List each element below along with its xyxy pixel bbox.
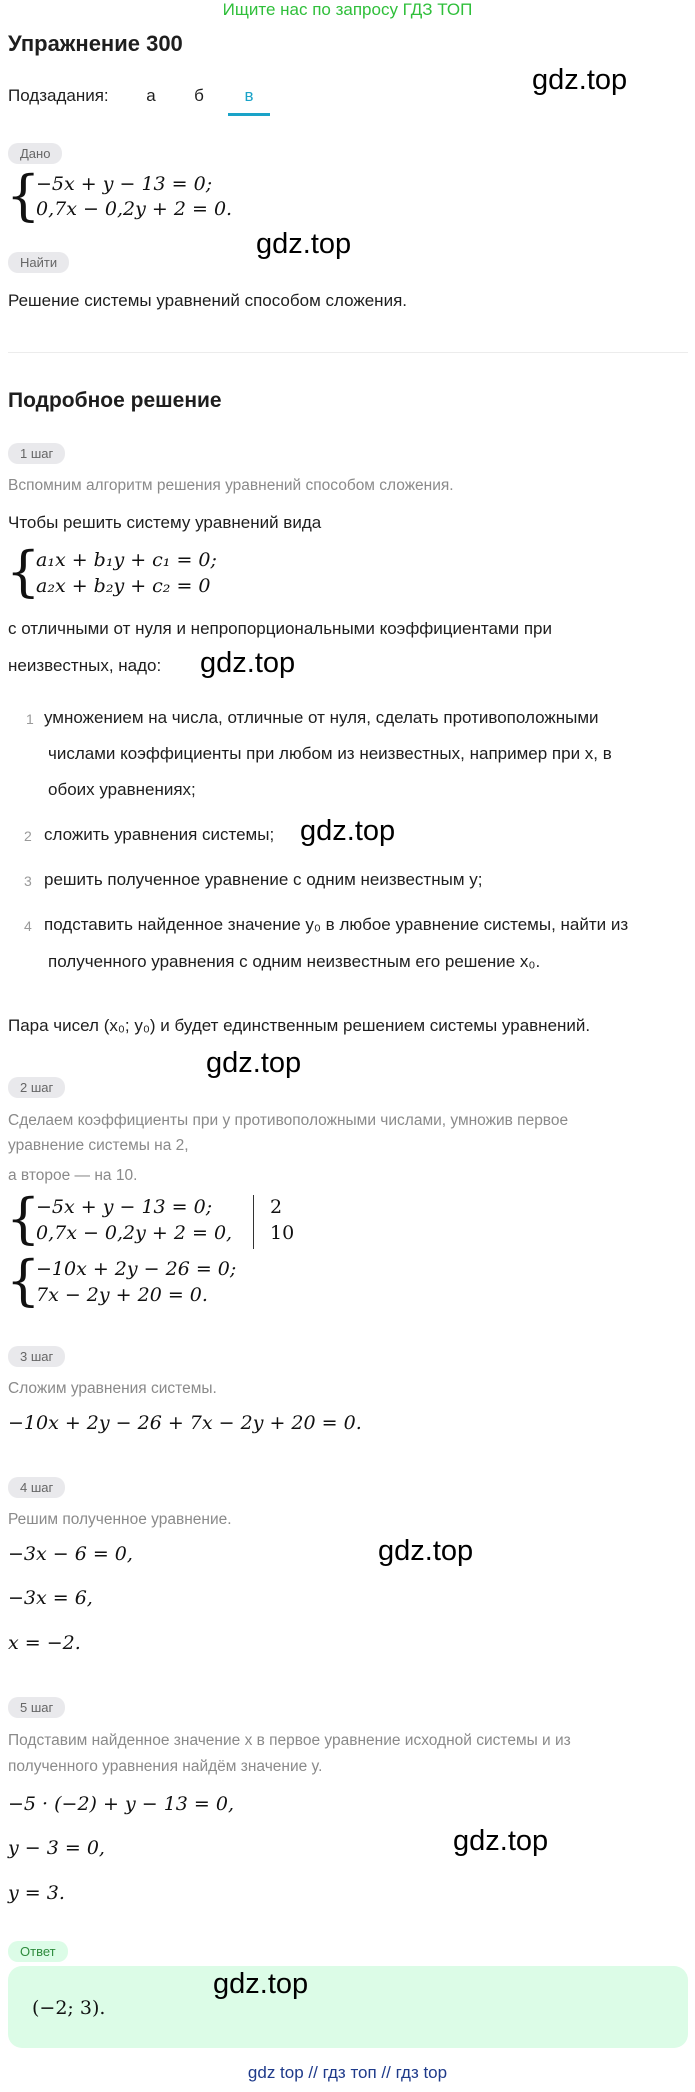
given-eq-1: −5x + y − 13 = 0;: [36, 173, 213, 195]
top-banner: Ищите нас по запросу ГДЗ ТОП: [222, 0, 473, 19]
step-4-eq-1: −3x − 6 = 0,: [8, 1543, 133, 1565]
system-scaled-eq-2: 7x − 2y + 20 = 0.: [36, 1284, 208, 1306]
system-original-eq-2: 0,7x − 0,2y + 2 = 0,: [36, 1222, 233, 1244]
find-chip: Найти: [8, 252, 69, 273]
step-3-chip: 3 шаг: [8, 1346, 65, 1367]
watermark: gdz.top: [200, 647, 296, 679]
list-number: 4: [24, 918, 32, 934]
subtasks-label: Подзадания:: [8, 86, 109, 105]
multiplier-2: 10: [270, 1222, 295, 1244]
step-5-hint-1: Подставим найденное значение x в первое уравнение исходной системы и из: [8, 1732, 571, 1749]
step-1-chip: 1 шаг: [8, 443, 65, 464]
given-chip: Дано: [8, 143, 62, 164]
tab-v[interactable]: в: [244, 86, 254, 105]
condition-line-1: с отличными от нуля и непропорциональными коэффициентами при: [8, 619, 552, 638]
step-4-chip: 4 шаг: [8, 1477, 65, 1498]
list-item-1-line-2: числами коэффициенты при любом из неизвестных, например при x, в: [48, 744, 612, 763]
list-item-4-line-2: полученного уравнения с одним неизвестным его решение x₀.: [48, 952, 541, 971]
step-1-intro: Чтобы решить систему уравнений вида: [8, 513, 322, 532]
answer-box: [8, 1966, 688, 2048]
watermark: gdz.top: [206, 1047, 302, 1079]
system-general-eq-1: a₁x + b₁y + c₁ = 0;: [36, 549, 217, 571]
list-item-1-line-1: умножением на числа, отличные от нуля, сделать противоположными: [44, 708, 599, 727]
answer-value: (−2; 3).: [32, 1997, 106, 2019]
step-5-eq-1: −5 · (−2) + y − 13 = 0,: [8, 1793, 234, 1815]
watermark: gdz.top: [378, 1535, 474, 1567]
system-scaled-eq-1: −10x + 2y − 26 = 0;: [36, 1258, 237, 1280]
watermark: gdz.top: [300, 815, 396, 847]
multiplier-1: 2: [270, 1196, 283, 1218]
brace-icon: {: [6, 164, 41, 227]
step-2-hint-1: Сделаем коэффициенты при y противоположными числами, умножив первое: [8, 1112, 569, 1129]
active-tab-indicator: [228, 113, 270, 116]
step-1-conclusion: Пара чисел (x₀; y₀) и будет единственным решением системы уравнений.: [8, 1016, 591, 1035]
step-2-chip: 2 шаг: [8, 1077, 65, 1098]
step-5-chip: 5 шаг: [8, 1697, 65, 1718]
step-5-eq-2: y − 3 = 0,: [8, 1837, 105, 1859]
step-2-hint-2: уравнение системы на 2,: [8, 1137, 189, 1154]
tab-b[interactable]: б: [194, 86, 204, 105]
list-item-1-line-3: обоих уравнениях;: [48, 780, 196, 799]
step-1-hint: Вспомним алгоритм решения уравнений способом сложения.: [8, 477, 454, 494]
page-title: Упражнение 300: [8, 31, 183, 56]
system-general-eq-2: a₂x + b₂y + c₂ = 0: [36, 575, 211, 597]
list-item-4-line-1: подставить найденное значение y₀ в любое уравнение системы, найти из: [44, 915, 629, 934]
step-4-eq-2: −3x = 6,: [8, 1587, 93, 1609]
list-number: 3: [24, 873, 32, 889]
divider: [8, 352, 688, 353]
tab-a[interactable]: а: [146, 86, 156, 105]
brace-icon: {: [6, 1249, 41, 1312]
brace-icon: {: [6, 540, 41, 603]
watermark: gdz.top: [532, 64, 628, 96]
given-eq-2: 0,7x − 0,2y + 2 = 0.: [36, 198, 233, 220]
step-4-hint: Решим полученное уравнение.: [8, 1511, 232, 1528]
solution-heading: Подробное решение: [8, 389, 222, 412]
footer-links[interactable]: gdz top // гдз топ // гдз top: [247, 2063, 448, 2082]
multiplier-divider: [253, 1195, 254, 1249]
list-number: 2: [24, 828, 32, 844]
watermark: gdz.top: [256, 228, 352, 260]
step-2-hint-3: а второе — на 10.: [8, 1167, 138, 1184]
list-item-2: сложить уравнения системы;: [44, 825, 275, 844]
watermark: gdz.top: [213, 1968, 309, 2000]
step-3-equation: −10x + 2y − 26 + 7x − 2y + 20 = 0.: [8, 1412, 362, 1434]
condition-line-2: неизвестных, надо:: [8, 656, 162, 675]
list-item-3: решить полученное уравнение с одним неизвестным y;: [44, 870, 483, 889]
step-5-eq-3: y = 3.: [8, 1882, 65, 1904]
step-4-eq-3: x = −2.: [8, 1632, 81, 1654]
list-number: 1: [26, 711, 34, 727]
find-text: Решение системы уравнений способом сложения.: [8, 291, 407, 310]
step-5-hint-2: полученного уравнения найдём значение y.: [8, 1758, 323, 1775]
answer-chip: Ответ: [8, 1941, 68, 1962]
brace-icon: {: [6, 1187, 41, 1250]
watermark: gdz.top: [453, 1825, 549, 1857]
step-3-hint: Сложим уравнения системы.: [8, 1380, 217, 1397]
system-original-eq-1: −5x + y − 13 = 0;: [36, 1196, 213, 1218]
